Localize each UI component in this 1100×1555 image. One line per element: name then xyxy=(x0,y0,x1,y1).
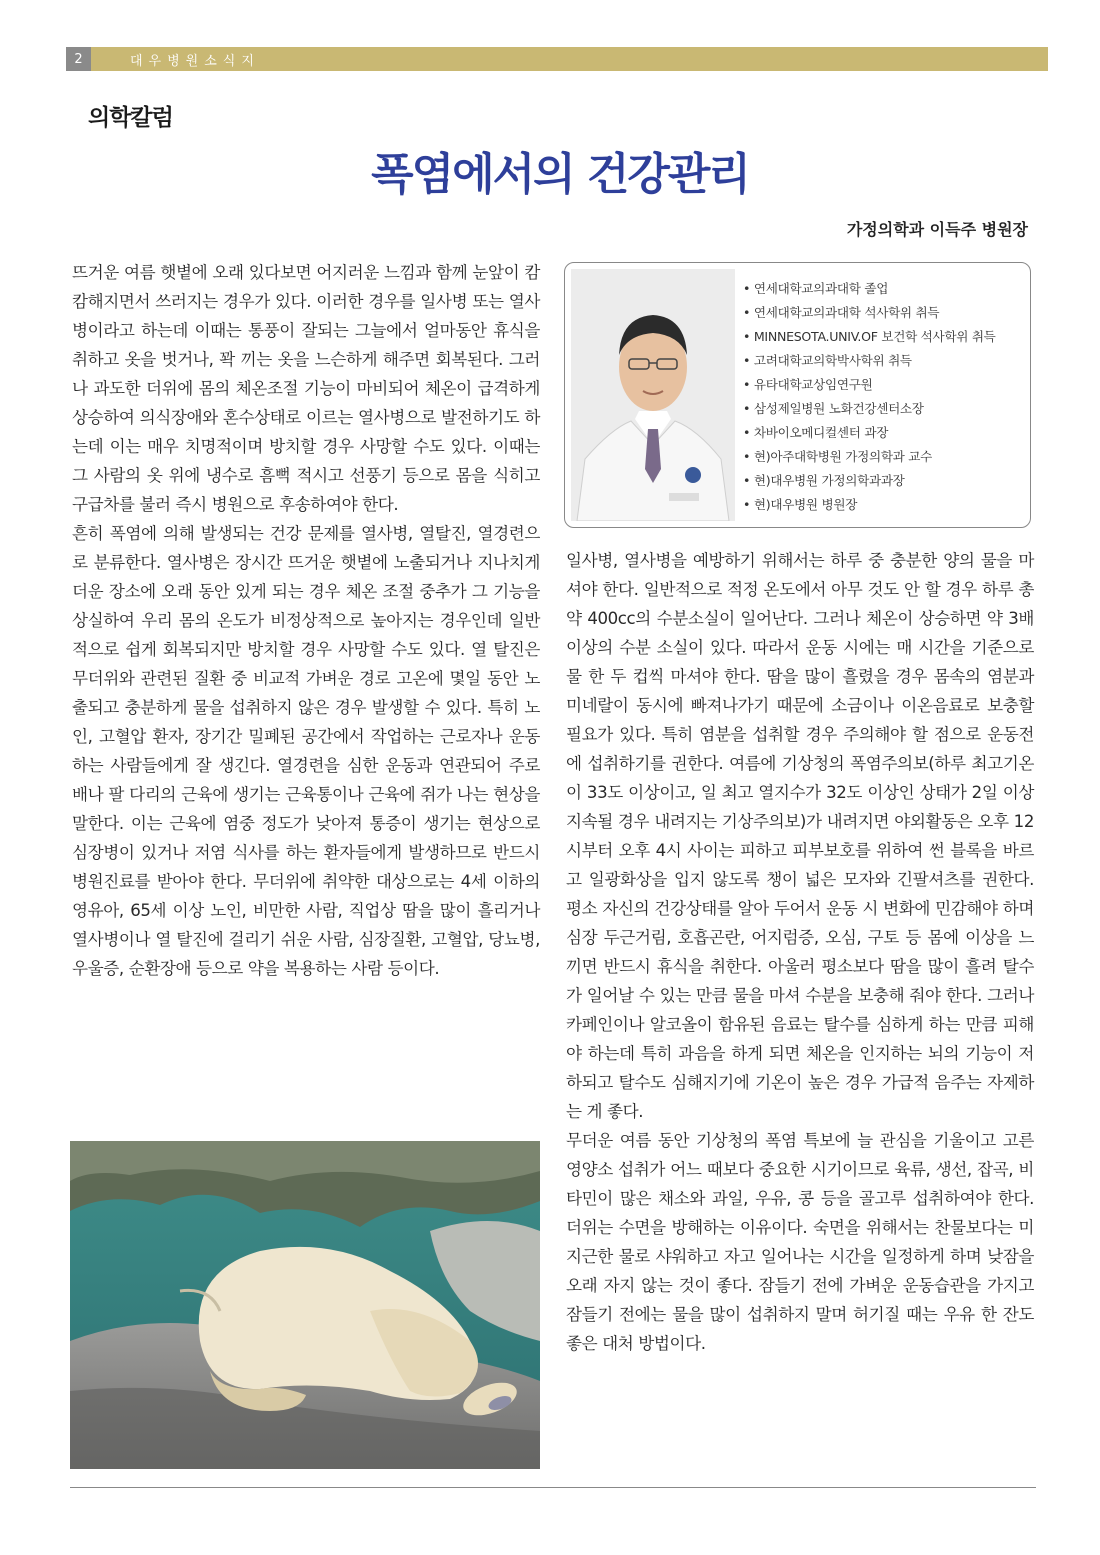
profile-item: • 삼성제일병원 노화건강센터소장 xyxy=(743,397,996,421)
profile-item: • MINNESOTA.UNIV.OF 보건학 석사학위 취득 xyxy=(743,325,996,349)
profile-item: • 고려대학교의학박사학위 취득 xyxy=(743,349,996,373)
author-portrait xyxy=(571,269,735,521)
author-profile-list xyxy=(743,277,996,517)
section-label: 의학칼럼 xyxy=(88,105,173,131)
profile-item: • 현)대우병원 가정의학과과장 xyxy=(743,469,996,493)
author-profile-box xyxy=(564,262,1031,528)
article-paragraph-3: 일사병, 열사병을 예방하기 위해서는 하루 중 충분한 양의 물을 마셔야 한다. 일반적으로 적정 온도에서 아무 것도 안 할 경우 하루 총 약 400cc의 수분소실이 일어난다. 그러나 체온이 상승하면 약 3배 이상의 수분 소실이 있다. 따라서 운동 시에는 매 시간을 기준으로 물 한 두 컵씩 마셔야 한다. 땀을 많이 흘렸을 경우 몸속의 염분과 미네랄이 동시에 빠져나가기 때문에 소금이나 이온음료로 보충할 필요가 있다. 특히 염분을 섭취할 경우 주의해야 할 점으로 운동전에 섭취하기를 권한다. 여름에 기상청의 폭염주의보(하루 최고기온이 33도 이상이고, 일 최고 열지수가 32도 이상인 상태가 2일 이상 지속될 경우 내려지는 기상주의보)가 내려지면 야외활동은 오후 12시부터 오후 4시 사이는 피하고 피부보호를 위하여 썬 블록을 바르고 일광화상을 입지 않도록 챙이 넓은 모자와 긴팔셔츠를 권한다. 평소 자신의 건강상태를 알아 두어서 운동 시 변화에 민감해야 하며 심장 두근거림, 호흡곤란, 어지럼증, 오심, 구토 등 몸에 이상을 느끼면 반드시 휴식을 취한다. 아울러 평소보다 땀을 많이 흘려 탈수가 일어날 수 있는 만큼 물을 마셔 수분을 보충해 줘야 한다. 그러나 카페인이나 알코올이 함유된 음료는 탈수를 심하게 하는 만큼 피해야 하는데 특히 과음을 하게 되면 체온을 인지하는 뇌의 기능이 저하되고 탈수도 심해지기에 기온이 높은 경우 가급적 음주는 자제하는 게 좋다. xyxy=(566,551,1034,1121)
header-bar xyxy=(66,47,1048,71)
article-title: 폭염에서의 건강관리 xyxy=(371,149,749,200)
footer-rule xyxy=(70,1487,1036,1488)
article-left-column xyxy=(72,258,540,983)
polar-bear-photo xyxy=(70,1141,540,1469)
profile-item: • 현)대우병원 병원장 xyxy=(743,493,996,517)
newsletter-name: 대우병원소식지 xyxy=(130,54,260,69)
profile-item: • 연세대학교의과대학 석사학위 취득 xyxy=(743,301,996,325)
article-paragraph-1: 뜨거운 여름 햇볕에 오래 있다보면 어지러운 느낌과 함께 눈앞이 캄캄해지면서 쓰러지는 경우가 있다. 이러한 경우를 일사병 또는 열사병이라고 하는데 이때는 통풍이 잘되는 그늘에서 얼마동안 휴식을 취하고 옷을 벗거나, 꽉 끼는 옷을 느슨하게 해주면 회복된다. 그러나 과도한 더위에 몸의 체온조절 기능이 마비되어 체온이 급격하게 상승하여 의식장애와 혼수상태로 이르는 열사병으로 발전하기도 하는데 이는 매우 치명적이며 방치할 경우 사망할 수도 있다. 이때는 그 사람의 옷 위에 냉수로 흠뻑 적시고 선풍기 등으로 몸을 식히고 구급차를 불러 즉시 병원으로 후송하여야 한다. xyxy=(72,263,540,514)
article-right-column xyxy=(566,546,1034,1358)
page-number: 2 xyxy=(66,47,91,71)
profile-item: • 차바이오메디컬센터 과장 xyxy=(743,421,996,445)
author-line: 가정의학과 이득주 병원장 xyxy=(846,220,1028,239)
profile-item: • 연세대학교의과대학 졸업 xyxy=(743,277,996,301)
profile-item: • 현)아주대학병원 가정의학과 교수 xyxy=(743,445,996,469)
article-paragraph-4: 무더운 여름 동안 기상청의 폭염 특보에 늘 관심을 기울이고 고른 영양소 섭취가 어느 때보다 중요한 시기이므로 육류, 생선, 잡곡, 비타민이 많은 채소와 과일, 우유, 콩 등을 골고루 섭취하여야 한다. 더위는 수면을 방해하는 이유이다. 숙면을 위해서는 찬물보다는 미지근한 물로 샤워하고 자고 일어나는 시간을 일정하게 하며 낮잠을 오래 자지 않는 것이 좋다. 잠들기 전에 가벼운 운동습관을 가지고 잠들기 전에는 물을 많이 섭취하지 말며 허기질 때는 우유 한 잔도 좋은 대처 방법이다. xyxy=(566,1131,1034,1353)
article-paragraph-2: 흔히 폭염에 의해 발생되는 건강 문제를 열사병, 열탈진, 열경련으로 분류한다. 열사병은 장시간 뜨거운 햇볕에 노출되거나 지나치게 더운 장소에 오래 동안 있게 되는 경우 체온 조절 중추가 그 기능을 상실하여 우리 몸의 온도가 비정상적으로 높아지는 경우인데 일반적으로 쉽게 회복되지만 방치할 경우 사망할 수도 있다. 열 탈진은 무더위와 관련된 질환 중 비교적 가벼운 경로 고온에 몇일 동안 노출되고 충분하게 물을 섭취하지 않은 경우 발생할 수 있다. 특히 노인, 고혈압 환자, 장기간 밀폐된 공간에서 작업하는 근로자나 운동하는 사람들에게 잘 생긴다. 열경련을 심한 운동과 연관되어 주로 배나 팔 다리의 근육에 생기는 근육통이나 근육에 쥐가 나는 현상을 말한다. 이는 근육에 염중 정도가 낮아져 통증이 생기는 현상으로 심장병이 있거나 저염 식사를 하는 환자들에게 발생하므로 반드시 병원진료를 받아야 한다. 무더위에 취약한 대상으로는 4세 이하의 영유아, 65세 이상 노인, 비만한 사람, 직업상 땀을 많이 흘리거나 열사병이나 열 탈진에 걸리기 쉬운 사람, 심장질환, 고혈압, 당뇨병, 우울증, 순환장애 등으로 약을 복용하는 사람 등이다. xyxy=(72,524,540,978)
profile-item: • 유타대학교상임연구원 xyxy=(743,373,996,397)
